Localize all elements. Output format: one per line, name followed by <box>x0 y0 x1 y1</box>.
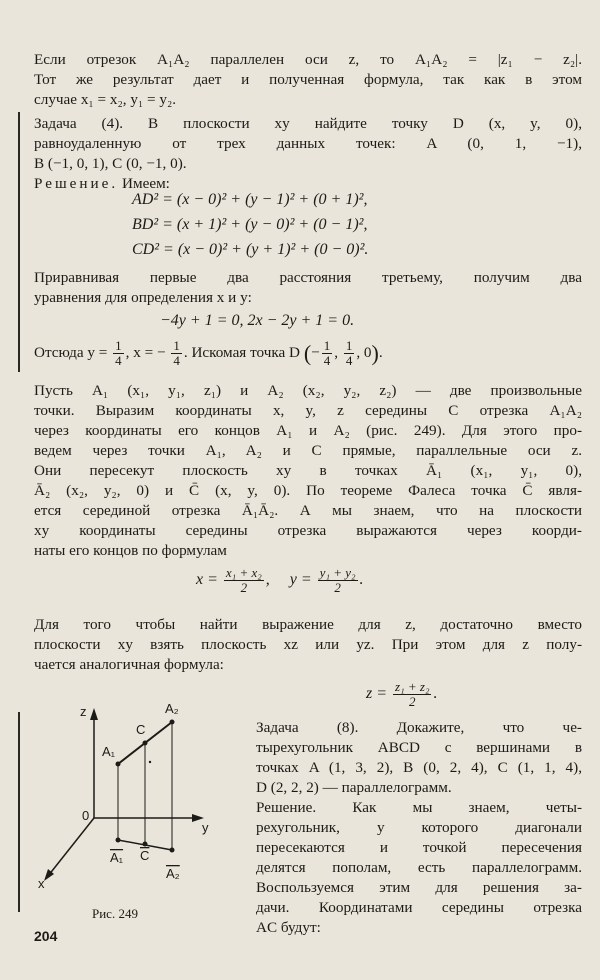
answer-end: , 0 <box>356 343 372 361</box>
task-4 <box>34 114 582 194</box>
text-line: Если отрезок A₁A₂ параллелен оси z, то A₁A₂ = |z₁ − z₂|. <box>34 51 582 68</box>
fraction-denominator: 4 <box>345 353 353 368</box>
fraction-z-mid <box>393 680 431 709</box>
fraction-denominator: 4 <box>173 353 180 368</box>
margin-bar <box>18 712 20 912</box>
fraction-numerator: x₁ + x₂ <box>225 565 262 580</box>
fraction-denominator: 4 <box>115 353 122 368</box>
dot-mark <box>149 761 151 763</box>
text-line: Пусть A₁ (x₁, y₁, z₁) и A₂ (x₂, y₂, z₂) — две произвольные <box>34 382 582 399</box>
fraction-x <box>171 339 182 368</box>
equation-cd: CD² = (x − 0)² + (y + 1)² + (0 − 0)². <box>132 241 369 258</box>
text-line: точки. Выразим координаты x, y, z середины C отрезка A₁A₂ <box>34 402 582 419</box>
text-line: Воспользуемся этим для решения за- <box>256 879 582 896</box>
text-line: пересекаются и точкой пересечения <box>256 839 582 856</box>
text-line: точках A (1, 3, 2), B (0, 2, 4), C (1, 1, 4), <box>256 759 582 776</box>
equation-bd: BD² = (x + 1)² + (y − 0)² + (0 − 1)², <box>132 216 368 233</box>
equation-ad: AD² = (x − 0)² + (y − 1)² + (0 + 1)², <box>132 191 368 208</box>
answer-line: Отсюда y = $\frac{1}{4}$ , x = − $\frac{1}{4}$ . Искомая точка D (− $\frac{1}{4}$ , $\frac{1}{4}$ , 0). <box>34 338 383 368</box>
text-line: рехугольник, у которого диагонали <box>256 819 582 836</box>
fraction-numerator: 1 <box>173 338 180 353</box>
formula-z-lhs: z = <box>366 685 388 703</box>
label-c: C <box>136 722 146 737</box>
answer-mid: . Искомая точка D <box>183 343 301 361</box>
fraction-numerator: y₁ + y₂ <box>319 565 356 580</box>
label-z: z <box>80 704 87 719</box>
text-line: Для того чтобы найти выражение для z, достаточно вместо <box>34 616 582 633</box>
fraction-y <box>113 339 124 368</box>
label-a1-bar: A₁ <box>110 850 124 865</box>
fraction-denominator: 2 <box>334 580 341 595</box>
fraction-x-mid <box>224 566 264 595</box>
fraction-y-mid <box>318 566 358 595</box>
label-a2: A₂ <box>165 701 179 716</box>
text-line: xy координаты середины отрезка выражаются через коорди- <box>34 522 582 539</box>
answer-prefix: Отсюда y = <box>34 343 108 361</box>
text-line: Они пересекут плоскость xy в точках Ā₁ (x₁, y₁, 0), <box>34 462 582 479</box>
label-y: y <box>202 820 209 835</box>
fraction-numerator: 1 <box>345 338 353 353</box>
formula-z: z = $\frac{\text{z₁ + z₂}}{2}$ . <box>366 679 438 709</box>
text-line: Задача (8). Докажите, что че- <box>256 719 582 736</box>
text-line: ется серединой отрезка Ā₁Ā₂. А мы знаем, что на плоскости <box>34 502 582 519</box>
fraction-numerator: 1 <box>115 338 122 353</box>
fraction-numerator: z₁ + z₂ <box>395 679 430 694</box>
point-a2 <box>170 720 175 725</box>
text-line: делятся пополам, есть параллелограмм. <box>256 859 582 876</box>
fraction-denominator: 4 <box>323 353 331 368</box>
paragraph-midpoint <box>34 381 582 561</box>
page-number: 204 <box>34 928 58 944</box>
label-c-bar: C <box>140 848 150 863</box>
solution-text: Имеем: <box>122 175 170 192</box>
text-line: ведем через точки A₁, A₂ и C прямые, параллельные оси z. <box>34 442 582 459</box>
paragraph-intro <box>34 50 582 110</box>
text-line: Решение. Как мы знаем, четы- <box>256 799 582 816</box>
point-a1 <box>116 762 121 767</box>
figure-caption: Рис. 249 <box>92 906 138 921</box>
text-line: Приравнивая первые два расстояния третьему, получим два <box>34 269 582 286</box>
figure-249 <box>22 700 222 922</box>
task-4-continuation <box>34 268 582 308</box>
text-line: D (2, 2, 2) — параллелограмм. <box>256 779 452 796</box>
text-line: B (−1, 0, 1), C (0, −1, 0). <box>34 155 187 172</box>
label-a1: A₁ <box>102 744 116 759</box>
x-axis <box>48 818 94 876</box>
point-c <box>143 741 148 746</box>
margin-bar <box>18 112 20 372</box>
fraction-dy <box>344 339 355 368</box>
point-c-bar <box>143 842 148 847</box>
text-line: AC будут: <box>256 919 321 936</box>
answer-x: , x = − <box>125 343 166 361</box>
point-a2-bar <box>170 848 175 853</box>
text-line: Задача (4). В плоскости xy найдите точку D (x, y, 0), <box>34 115 582 132</box>
text-line: дачи. Координатами середины отрезка <box>256 899 582 916</box>
text-line: уравнения для определения x и y: <box>34 289 252 306</box>
fraction-denominator: 2 <box>409 694 416 709</box>
fraction-dx <box>322 339 333 368</box>
solution-label: Решение. <box>34 175 119 192</box>
text-line: равноудаленную от трех данных точек: A (0, 1, −1), <box>34 135 582 152</box>
fraction-denominator: 2 <box>240 580 248 595</box>
formula-y-lhs: y = <box>289 571 312 589</box>
formula-xy: x = $\frac{\text{x₁ + x₂}}{2}$ , y = $\frac{\text{y₁ + y₂}}{2}$ . <box>196 565 364 595</box>
z-arrow <box>90 708 98 720</box>
paragraph-z-formula <box>34 615 582 675</box>
point-a1-bar <box>116 838 121 843</box>
text-line: Ā₂ (x₂, y₂, 0) и C̄ (x, y, 0). По теореме Фалеса точка C̄ явля- <box>34 482 582 499</box>
label-origin: 0 <box>82 808 90 823</box>
text-line: случае x₁ = x₂, y₁ = y₂. <box>34 91 177 108</box>
text-line: наты его концов по формулам <box>34 542 227 559</box>
formula-x-lhs: x = <box>196 571 218 589</box>
text-line: плоскости xy взять плоскость xz или yz. При этом для z полу- <box>34 636 582 653</box>
task-8 <box>256 718 582 938</box>
equation-system: −4y + 1 = 0, 2x − 2y + 1 = 0. <box>160 312 355 329</box>
text-line: тырехугольник ABCD с вершинами в <box>256 739 582 756</box>
text-line: через координаты его концов A₁ и A₂ (рис. 249). Для этого про- <box>34 422 582 439</box>
text-line: Тот же результат дает и полученная формула, так как в этом <box>34 71 582 88</box>
label-a2-bar: A₂ <box>166 866 180 881</box>
label-x: x <box>38 876 45 891</box>
text-line: чается аналогичная формула: <box>34 656 224 673</box>
fraction-numerator: 1 <box>323 338 331 353</box>
